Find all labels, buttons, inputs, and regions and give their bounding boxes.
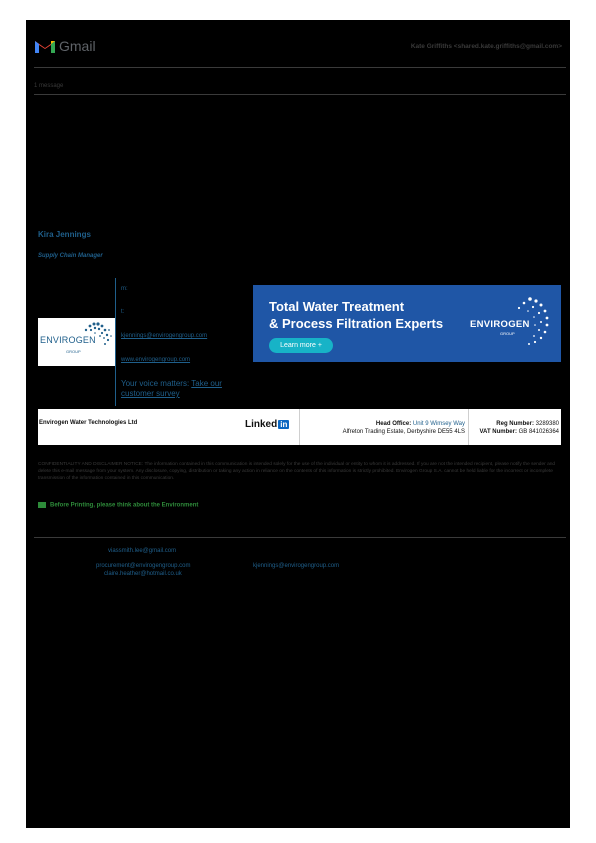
message-count: 1 message	[34, 83, 64, 89]
signature-email-link[interactable]: kjennings@envirogengroup.com	[121, 333, 208, 339]
survey-text	[121, 379, 256, 399]
linkedin-word: Linked	[245, 419, 278, 430]
app-name: Gmail	[59, 38, 96, 54]
strip-divider	[468, 409, 469, 445]
signature-divider	[115, 278, 116, 406]
head-office-line1: Unit 9 Wimsey Way	[412, 421, 465, 427]
logo-wordmark: ENVIROGEN	[40, 335, 96, 345]
company-footer-strip	[38, 409, 561, 445]
linkedin-link[interactable]	[245, 419, 289, 430]
phone-label: t:	[121, 309, 125, 315]
leaf-icon	[38, 502, 46, 508]
banner-brand-sub: GROUP	[500, 331, 515, 336]
head-office-line2: Alfreton Trading Estate, Derbyshire DE55 4LS	[342, 429, 465, 435]
banner-headline-2: & Process Filtration Experts	[269, 316, 444, 331]
to-email-2[interactable]: kjennings@envirogengroup.com	[253, 563, 340, 569]
to-email-1[interactable]: procurement@envirogengroup.com	[96, 563, 191, 569]
head-office-label: Head Office:	[375, 421, 412, 427]
reg-value: 3289380	[535, 421, 559, 427]
header-divider	[34, 67, 566, 68]
strip-divider	[299, 409, 300, 445]
cc-email[interactable]: claire.heather@hotmail.co.uk	[104, 571, 182, 577]
website-link[interactable]: www.envirogengroup.com	[121, 357, 191, 363]
recipients-divider	[34, 537, 566, 538]
signature-name: Kira Jennings	[38, 230, 91, 239]
confidentiality-notice: CONFIDENTIALITY AND DISCLAIMER NOTICE: The information contained in this communication is intended solely for the use of the individual or entity to whom it is addressed. If you are not the intended recipient, please notify the sender and delete this e-mail message from your system. Any disclosure, copying, distribution or taking any action in reliance on the contents of this information is strictly prohibited. Envirogen Group S.A. cannot be held liable for the incorrect or incomplete transmission of the information contained in this communication.	[38, 462, 556, 481]
thread-divider	[34, 94, 566, 95]
mobile-label: m:	[121, 286, 128, 292]
reg-label: Reg Number:	[496, 421, 534, 427]
banner-headline-1: Total Water Treatment	[269, 299, 405, 314]
vat-label: VAT Number:	[479, 429, 517, 435]
email-page	[26, 20, 570, 828]
banner-brand: ENVIROGEN	[470, 319, 530, 330]
head-office	[303, 420, 465, 436]
envirogen-logo	[38, 318, 115, 366]
promo-banner[interactable]	[253, 285, 561, 362]
account-email: Kate Griffiths <shared.kate.griffiths@gmail.com>	[410, 43, 562, 50]
signature-title: Supply Chain Manager	[38, 253, 103, 259]
survey-prefix: Your voice matters:	[121, 379, 192, 388]
environment-text: Before Printing, please think about the Environment	[50, 502, 199, 509]
from-email[interactable]: viassmith.lee@gmail.com	[108, 548, 177, 554]
banner-dots-icon	[508, 295, 552, 347]
company-name: Envirogen Water Technologies Ltd	[39, 420, 138, 426]
environment-note	[38, 502, 198, 509]
registration-info	[470, 420, 559, 436]
gmail-logo-icon	[34, 38, 56, 54]
linkedin-icon: in	[280, 420, 288, 429]
vat-value: GB 841026364	[518, 429, 559, 435]
survey-link[interactable]: Take our customer survey	[121, 379, 222, 398]
logo-subtext: GROUP	[66, 349, 81, 354]
learn-more-button[interactable]: Learn more +	[269, 338, 333, 353]
